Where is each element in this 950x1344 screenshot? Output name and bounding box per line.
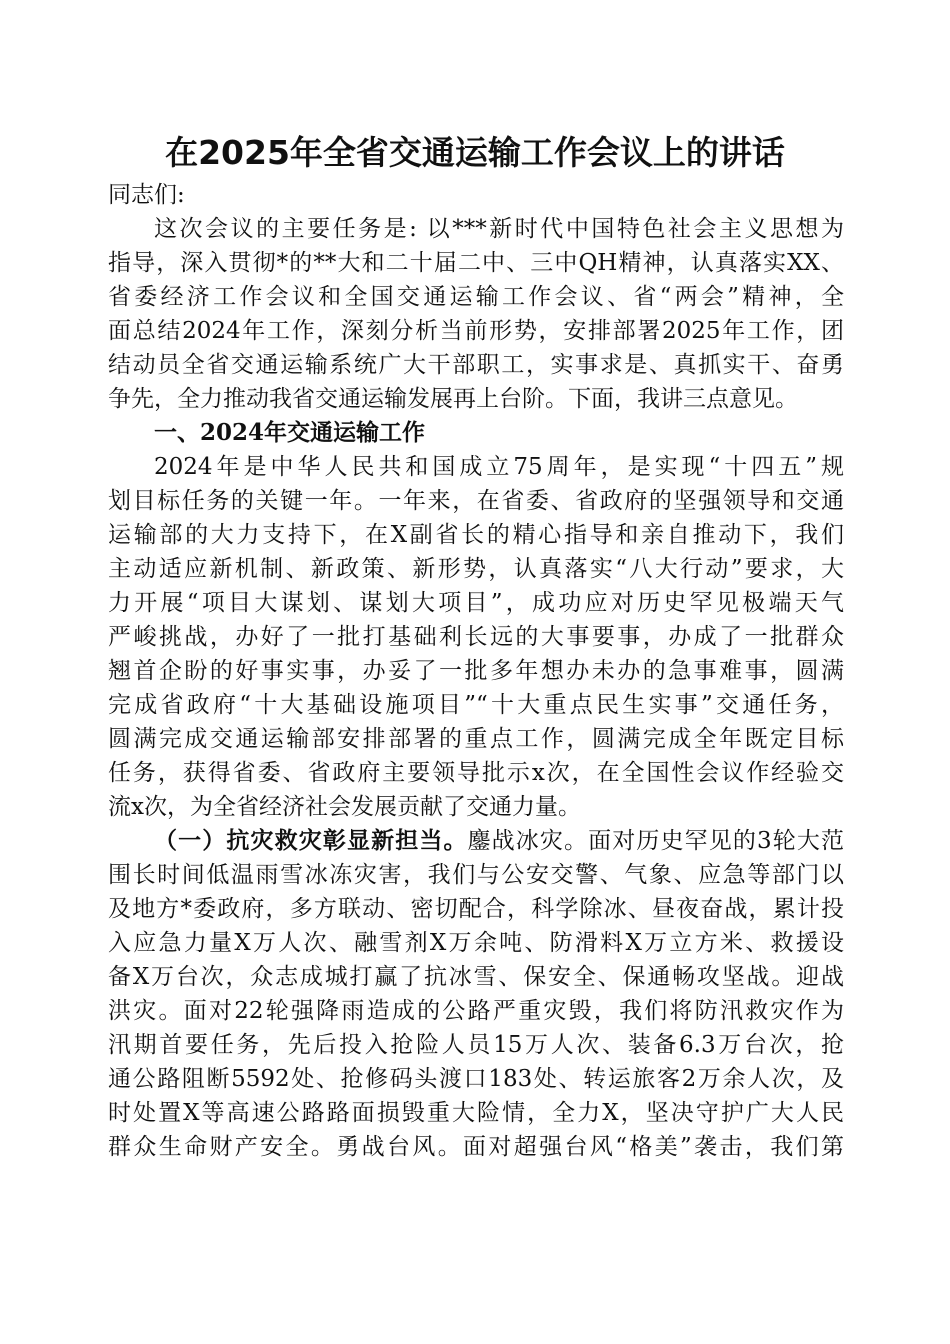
section-line: 任务，获得省委、省政府主要领导批示x次，在全国性会议作经验交 [108, 760, 844, 786]
subsection-line: 备X万台次，众志成城打赢了抗冰雪、保安全、保通畅攻坚战。迎战 [108, 964, 844, 990]
section-line: 翘首企盼的好事实事，办妥了一批多年想办未办的急事难事，圆满 [108, 658, 844, 684]
subsection-first-line [108, 824, 844, 858]
subsection-line: 汛期首要任务，先后投入抢险人员15万人次、装备6.3万台次，抢 [108, 1032, 844, 1058]
subsection-line: 及地方*委政府，多方联动、密切配合，科学除冰、昼夜奋战，累计投 [108, 896, 844, 922]
subsection-line: 通公路阻断5592处、抢修码头渡口183处、转运旅客2万余人次，及 [108, 1066, 844, 1092]
subsection-line: 入应急力量X万人次、融雪剂X万余吨、防滑料X万立方米、救援设 [108, 930, 844, 956]
section-line: 流x次，为全省经济社会发展贡献了交通力量。 [108, 794, 581, 820]
section-line: 力开展“项目大谋划、谋划大项目”，成功应对历史罕见极端天气 [108, 590, 844, 616]
subsection-line: 群众生命财产安全。勇战台风。面对超强台风“格美”袭击，我们第 [108, 1134, 844, 1160]
section-heading: 一、2024年交通运输工作 [154, 419, 426, 446]
section-line: 主动适应新机制、新政策、新形势，认真落实“八大行动”要求，大 [108, 556, 844, 582]
subsection-heading: （一）抗灾救灾彰显新担当。 [154, 827, 468, 854]
intro-line: 面总结2024年工作，深刻分析当前形势，安排部署2025年工作，团 [108, 318, 844, 344]
section-line: 严峻挑战，办好了一批打基础利长远的大事要事，办成了一批群众 [108, 624, 844, 650]
section-line: 划目标任务的关键一年。一年来，在省委、省政府的坚强领导和交通 [108, 488, 844, 514]
intro-line: 这次会议的主要任务是: 以***新时代中国特色社会主义思想为 [154, 216, 844, 242]
section-line: 圆满完成交通运输部安排部署的重点工作，圆满完成全年既定目标 [108, 726, 844, 752]
intro-line: 省委经济工作会议和全国交通运输工作会议、省“两会”精神，全 [108, 284, 844, 310]
section-line: 运输部的大力支持下，在X副省长的精心指导和亲自推动下，我们 [108, 522, 844, 548]
section-line: 2024年是中华人民共和国成立75周年，是实现“十四五”规 [154, 454, 844, 480]
intro-line: 指导，深入贯彻*的**大和二十届二中、三中QH精神，认真落实XX、 [108, 250, 844, 276]
subsection-text: 鏖战冰灾。面对历史罕见的3轮大范 [467, 828, 844, 854]
subsection-line: 洪灾。面对22轮强降雨造成的公路严重灾毁，我们将防汛救灾作为 [108, 998, 844, 1024]
section-line: 完成省政府“十大基础设施项目”“十大重点民生实事”交通任务， [108, 692, 844, 718]
subsection-line: 围长时间低温雨雪冰冻灾害，我们与公安交警、气象、应急等部门以 [108, 862, 844, 888]
document-body [108, 178, 844, 1164]
salutation: 同志们: [108, 182, 185, 208]
intro-line: 争先，全力推动我省交通运输发展再上台阶。下面，我讲三点意见。 [108, 386, 798, 412]
intro-line: 结动员全省交通运输系统广大干部职工，实事求是、真抓实干、奋勇 [108, 352, 844, 378]
subsection-line: 时处置X等高速公路路面损毁重大险情，全力X，坚决守护广大人民 [108, 1100, 844, 1126]
document-title: 在2025年全省交通运输工作会议上的讲话 [165, 133, 785, 172]
